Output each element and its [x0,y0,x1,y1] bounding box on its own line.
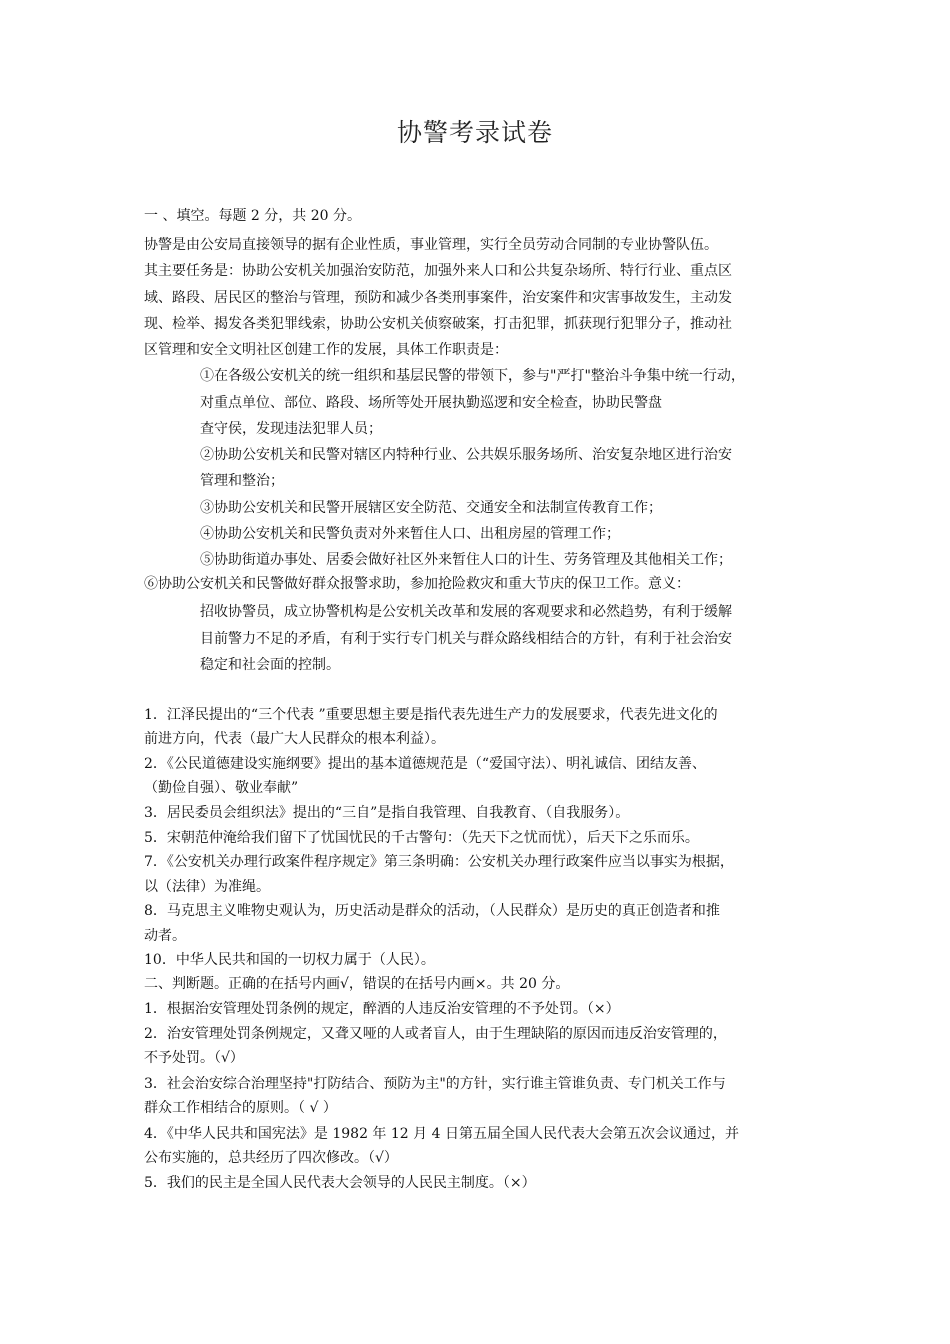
duty-line: ③协助公安机关和民警开展辖区安全防范、交通安全和法制宣传教育工作； [200,500,662,516]
question-line: 1．江泽民提出的“三个代表 ”重要思想主要是指代表先进生产力的发展要求，代表先进文化的 [144,707,718,723]
paragraph-line: 协警是由公安局直接领导的据有企业性质，事业管理，实行全员劳动合同制的专业协警队伍。 [144,237,718,253]
question-line: 不予处罚。（√） [144,1050,244,1066]
question-line: 8．马克思主义唯物史观认为，历史活动是群众的活动，（人民群众）是历史的真正创造者和推 [144,903,720,919]
page-title: 协警考录试卷 [396,118,553,147]
question-line: 3．社会治安综合治理坚持"打防结合、预防为主"的方针，实行谁主管谁负责、专门机关工作与 [144,1076,726,1092]
question-line: 10．中华人民共和国的一切权力属于（人民）。 [144,952,435,968]
question-line: 以（法律）为准绳。 [144,879,270,895]
duty-line: ④协助公安机关和民警负责对外来暂住人口、出租房屋的管理工作； [200,526,620,542]
duty-line: 管理和整治； [200,473,284,489]
section-heading-true-false: 二、判断题。正确的在括号内画√，错误的在括号内画×。共 20 分。 [144,976,570,992]
duty-line: ②协助公安机关和民警对辖区内特种行业、公共娱乐服务场所、治安复杂地区进行治安 [200,447,732,463]
paragraph-line: 域、路段、居民区的整治与管理，预防和减少各类刑事案件，治安案件和灾害事故发生，主动发 [144,290,732,306]
duty-line-six: ⑥协助公安机关和民警做好群众报警求助，参加抢险救灾和重大节庆的保卫工作。意义： [144,576,690,592]
section-heading-fill-blank: 一 、填空。每题 2 分，共 20 分。 [144,208,361,224]
question-line: 公布实施的，总共经历了四次修改。（√） [144,1150,398,1166]
question-line: 群众工作相结合的原则。（ √ ） [144,1100,337,1116]
question-line: 动者。 [144,928,186,944]
question-line: （勤俭自强）、敬业奉献” [144,780,299,796]
duty-line: ⑤协助街道办事处、居委会做好社区外来暂住人口的计生、劳务管理及其他相关工作； [200,552,732,568]
meaning-line: 稳定和社会面的控制。 [200,657,340,673]
meaning-line: 招收协警员，成立协警机构是公安机关改革和发展的客观要求和必然趋势，有利于缓解 [200,604,732,620]
question-line: 7．《公安机关办理行政案件程序规定》第三条明确：公安机关办理行政案件应当以事实为根据， [144,854,734,870]
question-line: 4．《中华人民共和国宪法》是 1982 年 12 月 4 日第五届全国人民代表大会第五次会议通过，并 [144,1126,739,1142]
question-line: 前进方向，代表（最广大人民群众的根本利益）。 [144,731,445,747]
question-line: 2．《公民道德建设实施纲要》提出的基本道德规范是（“爱国守法）、明礼诚信、团结友善、 [144,756,707,772]
duty-line: 对重点单位、部位、路段、场所等处开展执勤巡逻和安全检查，协助民警盘 [200,395,662,411]
question-line: 1．根据治安管理处罚条例的规定，醉酒的人违反治安管理的不予处罚。（×） [144,1001,620,1017]
question-line: 5．宋朝范仲淹给我们留下了忧国忧民的千古警句：（先天下之忧而忧），后天下之乐而乐。 [144,830,699,846]
question-line: 3．居民委员会组织法》提出的“三自”是指自我管理、自我教育、（自我服务）。 [144,805,630,821]
paragraph-line: 其主要任务是：协助公安机关加强治安防范，加强外来人口和公共复杂场所、特行行业、重点区 [144,263,732,279]
duty-line: 查守侯，发现违法犯罪人员； [200,421,382,437]
meaning-line: 目前警力不足的矛盾，有利于实行专门机关与群众路线相结合的方针，有利于社会治安 [200,631,732,647]
duty-line: ①在各级公安机关的统一组织和基层民警的带领下，参与"严打"整治斗争集中统一行动， [200,368,745,384]
question-line: 2．治安管理处罚条例规定，又聋又哑的人或者盲人，由于生理缺陷的原因而违反治安管理的， [144,1026,727,1042]
paragraph-line: 现、检举、揭发各类犯罪线索，协助公安机关侦察破案，打击犯罪，抓获现行犯罪分子，推动社 [144,316,732,332]
paragraph-line: 区管理和安全文明社区创建工作的发展，具体工作职责是： [144,342,508,358]
question-line: 5．我们的民主是全国人民代表大会领导的人民民主制度。（×） [144,1175,536,1191]
